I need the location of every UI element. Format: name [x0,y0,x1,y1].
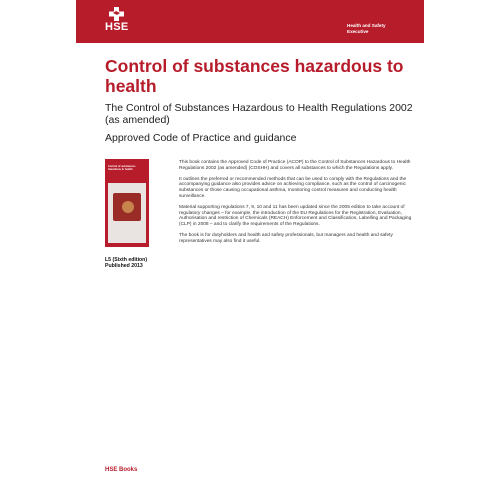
published-line: Published 2013 [105,263,143,270]
org-name-line1: Health and Safety [347,23,386,28]
org-name-line2: Executive [347,28,369,34]
edition-info [105,257,147,269]
header-banner [76,0,424,43]
cover-photo-detail [122,201,134,213]
hse-logo [105,7,127,33]
cover-thumbnail-image [108,183,146,243]
publisher-name: HSE Books [105,467,138,473]
description-text [179,160,415,250]
cover-thumbnail-title: Control of substances hazardous to health [108,165,136,172]
logo-text: HSE [105,21,129,33]
paragraph: The book is for dutyholders and health and safety professionals, but managers and health and safety representatives may also find it useful. [179,232,393,244]
document-subtitle: The Control of Substances Hazardous to Health Regulations 2002 (as amended) [105,102,413,126]
hse-cross-icon [109,7,124,21]
document-cover [76,0,424,500]
organisation-name [347,23,386,34]
paragraph: Material supporting regulations 7, 9, 10 and 11 has been updated since the 2005 edition to take account of regulatory changes – for example, the introduction of the EU Regulations for the Registration, Evaluation, Authorisation and restriction of Chemicals (REACH) Enforcement and Classification, Labelling and Packaging (CLP) in 2008 – and to clarify the requirements of the Regulations. [179,204,412,228]
edition-line: L5 (Sixth edition) [105,257,148,263]
acop-label: Approved Code of Practice and guidance [105,132,297,144]
document-title: Control of substances hazardous to health [105,56,404,96]
paragraph: It outlines the preferred or recommended methods that can be used to comply with the Regulations and the accompanying guidance also provides advice on achieving compliance, such as the control of carcinogenic substances or those causing occupational asthma, monitoring control measures and conducting health surveillance. [179,176,407,199]
paragraph: This book contains the Approved Code of Practice (ACOP) to the Control of Substances Hazardous to Health Regulations 2002 (as amended) (COSHH) and covers all substances to which the Regulations apply. [179,160,411,171]
cover-thumbnail [105,159,149,247]
